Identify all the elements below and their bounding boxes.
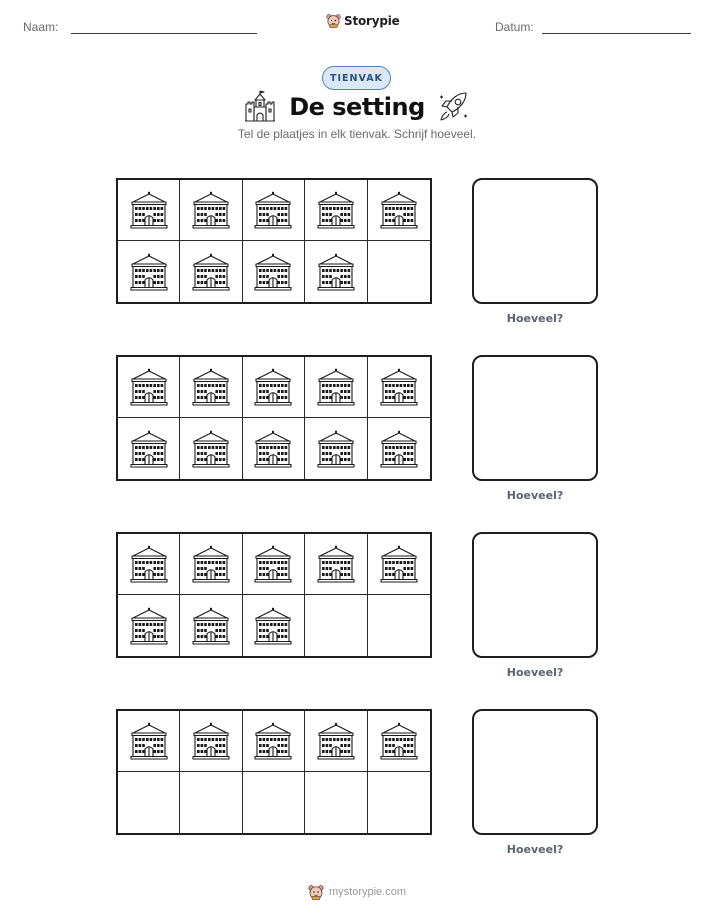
building-icon bbox=[129, 191, 169, 229]
frame-cell bbox=[118, 180, 180, 241]
building-icon bbox=[253, 722, 293, 760]
answer-prompt-2: Hoeveel? bbox=[506, 489, 564, 502]
building-icon bbox=[191, 368, 231, 406]
answer-box-4[interactable] bbox=[472, 709, 598, 835]
frame-cell bbox=[180, 418, 242, 479]
building-icon bbox=[253, 430, 293, 468]
answer-box-2[interactable] bbox=[472, 355, 598, 481]
building-icon bbox=[316, 191, 356, 229]
frame-cell bbox=[180, 711, 242, 772]
frame-cell bbox=[305, 180, 367, 241]
frame-cell bbox=[243, 595, 305, 656]
frame-cell bbox=[118, 241, 180, 302]
ten-frame-1 bbox=[116, 178, 432, 304]
frame-cell bbox=[305, 241, 367, 302]
castle-icon bbox=[243, 90, 277, 124]
footer-url[interactable]: mystorypie.com bbox=[328, 886, 407, 898]
building-icon bbox=[191, 430, 231, 468]
building-icon bbox=[379, 191, 419, 229]
page-title: De setting bbox=[289, 93, 425, 121]
frame-cell bbox=[243, 180, 305, 241]
frame-cell bbox=[305, 534, 367, 595]
frame-cell bbox=[368, 357, 430, 418]
date-line[interactable] bbox=[542, 33, 691, 34]
building-icon bbox=[191, 722, 231, 760]
building-icon bbox=[253, 191, 293, 229]
frame-cell bbox=[368, 534, 430, 595]
frame-cell bbox=[118, 357, 180, 418]
frame-cell bbox=[368, 772, 430, 833]
frame-cell bbox=[368, 711, 430, 772]
brand-name: Storypie bbox=[344, 13, 400, 28]
frame-cell bbox=[368, 180, 430, 241]
building-icon bbox=[191, 545, 231, 583]
building-icon bbox=[253, 368, 293, 406]
ten-frame-2 bbox=[116, 355, 432, 481]
frame-cell bbox=[305, 357, 367, 418]
frame-cell bbox=[368, 241, 430, 302]
building-icon bbox=[129, 607, 169, 645]
frame-cell bbox=[305, 595, 367, 656]
name-line[interactable] bbox=[71, 33, 257, 34]
building-icon bbox=[129, 545, 169, 583]
date-label: Datum: bbox=[495, 20, 534, 34]
building-icon bbox=[253, 607, 293, 645]
building-icon bbox=[379, 430, 419, 468]
building-icon bbox=[379, 545, 419, 583]
building-icon bbox=[129, 430, 169, 468]
name-label: Naam: bbox=[23, 20, 59, 34]
building-icon bbox=[316, 253, 356, 291]
building-icon bbox=[129, 253, 169, 291]
frame-cell bbox=[305, 772, 367, 833]
answer-prompt-1: Hoeveel? bbox=[506, 312, 564, 325]
frame-cell bbox=[180, 595, 242, 656]
building-icon bbox=[191, 607, 231, 645]
frame-cell bbox=[243, 711, 305, 772]
frame-cell bbox=[243, 241, 305, 302]
building-icon bbox=[253, 545, 293, 583]
answer-box-1[interactable] bbox=[472, 178, 598, 304]
title-row bbox=[0, 90, 714, 124]
frame-cell bbox=[118, 711, 180, 772]
building-icon bbox=[191, 191, 231, 229]
frame-cell bbox=[180, 772, 242, 833]
frame-cell bbox=[118, 534, 180, 595]
answer-prompt-3: Hoeveel? bbox=[506, 666, 564, 679]
frame-cell bbox=[180, 534, 242, 595]
frame-cell bbox=[368, 418, 430, 479]
worksheet-badge: TIENVAK bbox=[322, 66, 391, 90]
frame-cell bbox=[305, 418, 367, 479]
frame-cell bbox=[243, 772, 305, 833]
footer bbox=[0, 884, 714, 900]
storypie-mascot-icon bbox=[308, 884, 324, 900]
frame-cell bbox=[118, 418, 180, 479]
answer-prompt-4: Hoeveel? bbox=[506, 843, 564, 856]
storypie-mascot-icon bbox=[326, 13, 341, 28]
frame-cell bbox=[118, 772, 180, 833]
frame-cell bbox=[243, 418, 305, 479]
instructions: Tel de plaatjes in elk tienvak. Schrijf hoeveel. bbox=[237, 127, 477, 141]
brand-logo bbox=[326, 13, 400, 28]
building-icon bbox=[379, 722, 419, 760]
frame-cell bbox=[118, 595, 180, 656]
building-icon bbox=[129, 368, 169, 406]
frame-cell bbox=[368, 595, 430, 656]
building-icon bbox=[316, 368, 356, 406]
frame-cell bbox=[305, 711, 367, 772]
rocket-icon bbox=[437, 90, 471, 124]
frame-cell bbox=[243, 357, 305, 418]
frame-cell bbox=[180, 241, 242, 302]
building-icon bbox=[316, 545, 356, 583]
ten-frame-4 bbox=[116, 709, 432, 835]
building-icon bbox=[253, 253, 293, 291]
ten-frame-3 bbox=[116, 532, 432, 658]
building-icon bbox=[129, 722, 169, 760]
frame-cell bbox=[180, 180, 242, 241]
building-icon bbox=[316, 722, 356, 760]
frame-cell bbox=[243, 534, 305, 595]
building-icon bbox=[191, 253, 231, 291]
building-icon bbox=[316, 430, 356, 468]
frame-cell bbox=[180, 357, 242, 418]
building-icon bbox=[379, 368, 419, 406]
answer-box-3[interactable] bbox=[472, 532, 598, 658]
